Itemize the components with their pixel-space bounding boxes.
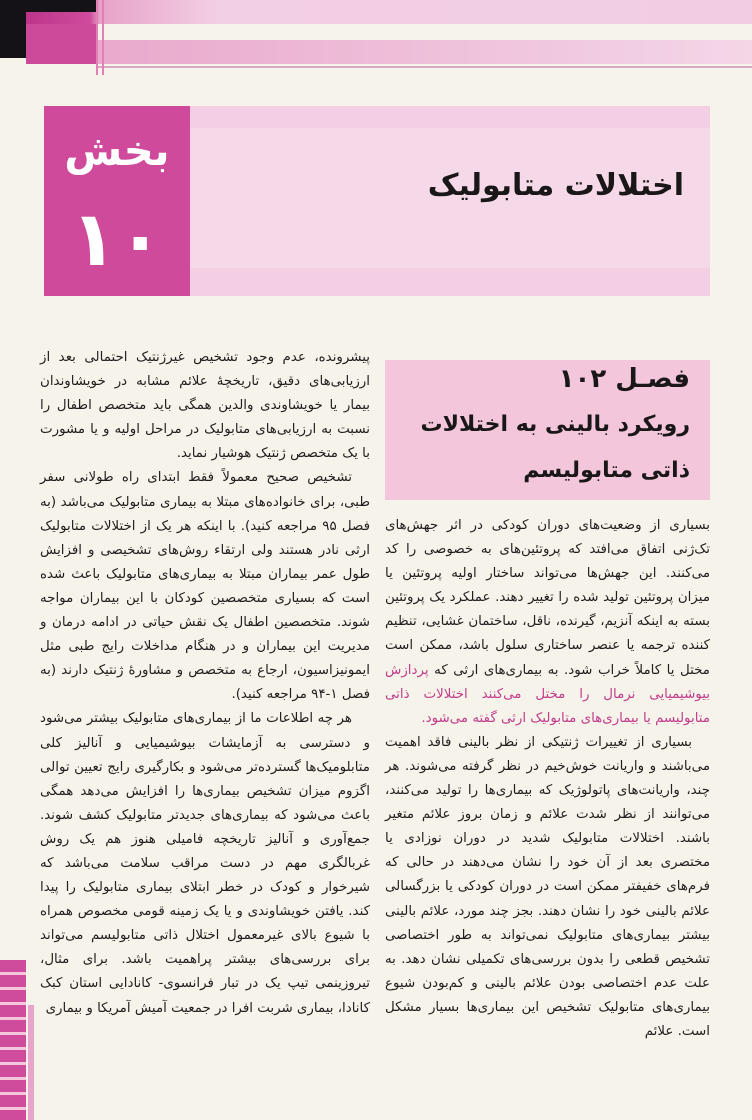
paragraph: پیشرونده، عدم وجود تشخیص غیرژنتیک احتمالی بعد از ارزیابی‌های دقیق، تاریخچهٔ علائم مشابه در خویشاوندان بیمار یا خویشاوندی والدین همگی باید متخصص اطفال را نسبت به ارزیابی‌های متابولیک در مراحل اولیه و یا مشورت با یک متخصص ژنتیک هوشیار نماید. — [40, 350, 370, 462]
paragraph — [385, 514, 710, 731]
part-number: ۱۰ — [70, 194, 164, 283]
paragraph: هر چه اطلاعات ما از بیماری‌های متابولیک بیشتر می‌شود و دسترسی به آزمایشات بیوشیمیایی و آنالیز کلی متابلومیک‌ها گسترده‌تر می‌شود و بکارگیری رایج تعیین توالی اگزوم میزان تشخیص بیماری‌ها را افزایش می‌دهد همگی باعث می‌شود که بیماری‌های جدیدتر متابولیک کشف شوند. جمع‌آوری و آنالیز تاریخچه فامیلی هنوز هم یک روش غربالگری مهم در دست مراقب سلامت می‌باشد که شیرخوار و کودک در خطر ابتلای بیماری متابولیک را پیدا کند. یافتن خویشاوندی و یا یک زمینه قومی مخصوص همراه با شیوع بالای غیرمعمول اختلال ذاتی متابولیسم می‌تواند برای بررسی‌های بیشتر پراهمیت باشد. برای مثال، تیروزینمی تیپ یک در تبار فرانسوی- کانادایی استان کبک کانادا، بیماری شربت افرا در جمعیت آمیش آمریکا و بیماری — [40, 711, 370, 1016]
vertical-rule — [102, 0, 104, 75]
highlighted-definition: پردازش بیوشیمیایی نرمال را مختل می‌کنند اختلالات ذاتی متابولیسم یا بیماری‌های متابولیک ارثی گفته می‌شود. — [385, 662, 710, 726]
paragraph: تشخیص صحیح معمولاً فقط ابتدای راه طولانی سفر طبی، برای خانواده‌های مبتلا به بیماری متابولیک می‌باشد (به فصل ۹۵ مراجعه کنید). با اینکه هر یک از اختلالات متابولیک ارثی نادر هستند ولی ارتقاء روش‌های تشخیصی و افزایش طول عمر بیماران مبتلا به بیماری‌های متابولیک باعث شده است که بسیاری متخصصین کودکان با این بیماران مواجه شوند. متخصصین اطفال یک نقش حیاتی در ادامه درمان و مدیریت این بیماران و در هنگام مداخلات رایج طبی مثل ایمونیزاسیون، ارجاع به متخصص و مشاورهٔ ژنتیک دارند (به فصل ۱-۹۴ مراجعه کنید). — [40, 470, 370, 703]
top-pink-block — [26, 24, 96, 64]
vertical-rule — [96, 0, 98, 75]
top-dark-block — [0, 0, 96, 12]
chapter-title-line1: رویکرد بالینی به اختلالات — [420, 412, 690, 437]
right-column — [385, 514, 710, 1044]
chapter-number: فصـل ۱۰۲ — [558, 364, 690, 394]
part-title: اختلالات متابولیک — [427, 168, 684, 203]
top-stripe — [96, 40, 752, 64]
part-box — [44, 106, 190, 296]
top-dark-side-block — [0, 12, 26, 58]
paragraph-text: بسیاری از وضعیت‌های دوران کودکی در اثر جهش‌های تک‌ژنی اتفاق می‌افتد که پروتئین‌های به خصوصی را کد می‌کنند. این جهش‌ها می‌تواند ساختار اولیه پروتئین یا میزان پروتئین تولید شده را تغییر دهند. عملکرد یک پروتئین بسته به اینکه آنزیم، گیرنده، ناقل، ساختمان غشایی، تنظیم کننده ترجمه یا عنصر ساختاری سلول باشد، ممکن است مختل یا کاملاً خراب شود. به بیماری‌های ارثی که — [385, 518, 710, 678]
top-decor-band — [0, 0, 752, 24]
part-label: بخش — [64, 126, 170, 175]
bottom-left-stripe — [28, 1005, 34, 1120]
paragraph: بسیاری از تغییرات ژنتیکی از نظر بالینی فاقد اهمیت می‌باشند و واریانت خوش‌خیم در نظر گرفته می‌شوند. هر چند، واریانت‌های پاتولوژیک که بیماری‌ها را تولید می‌کنند، می‌توانند از نظر شدت علائم و زمان بروز علائم متغیر باشند. اختلالات متابولیک شدید در دوران نوزادی یا مختصری بعد از آن خود را نشان می‌دهند در حالی که فرم‌های خفیفتر ممکن است در دوران کودکی یا بزرگسالی علائم بالینی خود را نشان دهند. بجز چند مورد، علائم بالینی بیشتر بیماری‌های متابولیک نمی‌تواند به طور اختصاصی تشخیص قطعی را بدون بررسی‌های تکمیلی نشان دهد. به علت عدم اختصاصی بودن علائم بالینی و کم‌بودن شیوع بیماری‌های متابولیک تشخیص این بیماری‌ها بسیار مشکل است. علائم — [385, 734, 710, 1039]
top-divider — [96, 66, 752, 68]
left-column — [40, 346, 370, 1021]
chapter-title-line2: ذاتی متابولیسم — [523, 458, 690, 483]
bottom-left-decor — [0, 960, 26, 1120]
